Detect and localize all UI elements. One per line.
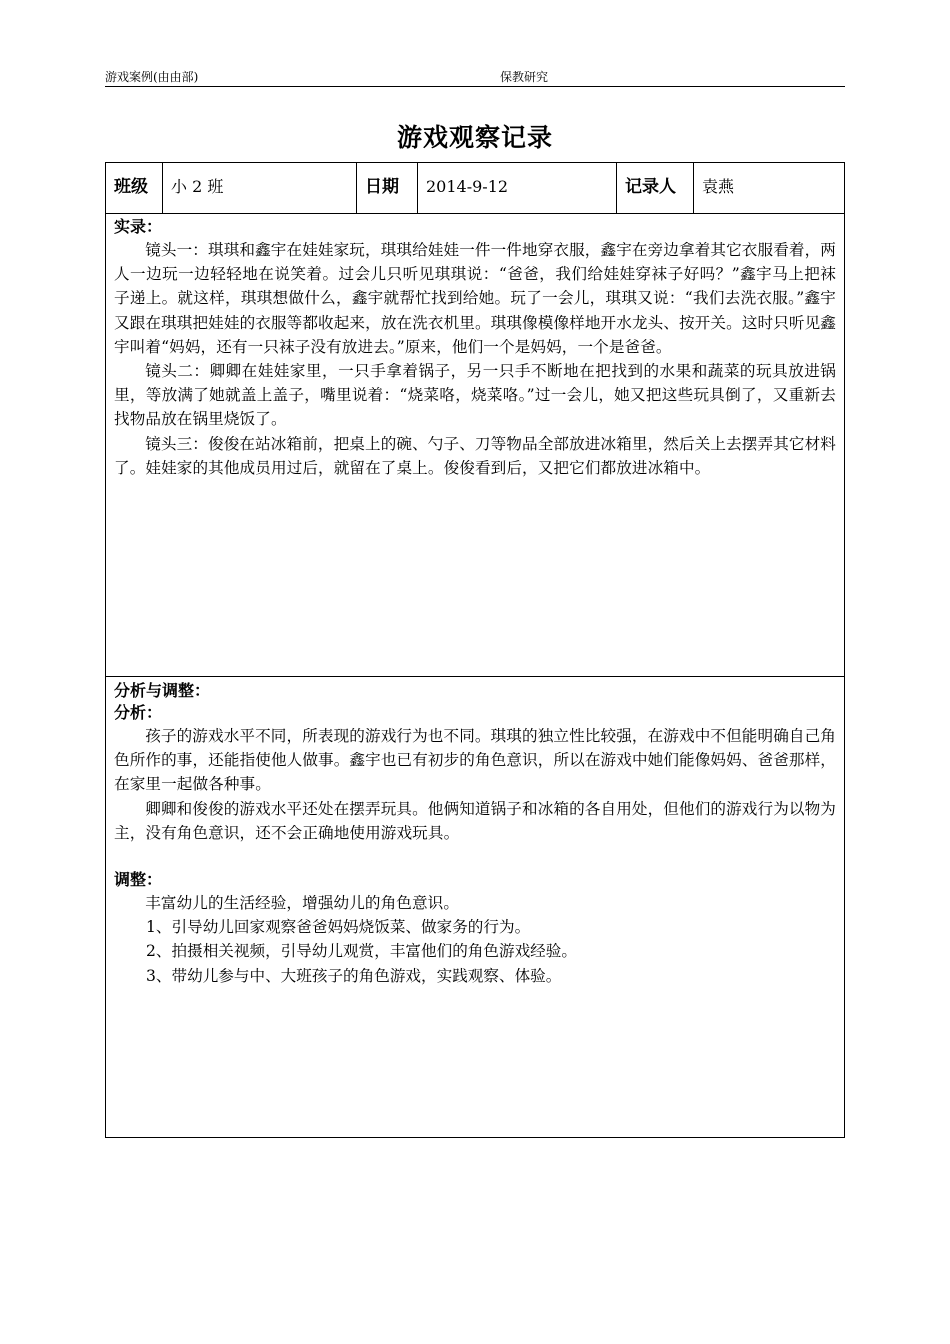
- record-paragraph: 镜头一：琪琪和鑫宇在娃娃家玩，琪琪给娃娃一件一件地穿衣服，鑫宇在旁边拿着其它衣服看着，两人一边玩一边轻轻地在说笑着。过会儿只听见琪琪说：“爸爸，我们给娃娃穿袜子好吗？”鑫宇马上把袜子递上。就这样，琪琪想做什么，鑫宇就帮忙找到给她。玩了一会儿，琪琪又说：“我们去洗衣服。”鑫宇又跟在琪琪把娃娃的衣服等都收起来，放在洗衣机里。琪琪像模像样地开水龙头、按开关。这时只听见鑫宇叫着“妈妈，还有一只袜子没有放进去。”原来，他们一个是妈妈，一个是爸爸。: [114, 241, 836, 356]
- class-value: 小 2 班: [163, 163, 357, 213]
- adjust-item: 2、拍摄相关视频，引导幼儿观赏，丰富他们的角色游戏经验。: [146, 942, 577, 961]
- recorder-value: 袁燕: [702, 177, 735, 196]
- record-paragraph: 镜头二：卿卿在娃娃家里，一只手拿着锅子，另一只手不断地在把找到的水果和蔬菜的玩具放进锅里，等放满了她就盖上盖子，嘴里说着：“烧菜咯，烧菜咯。”过一会儿，她又把这些玩具倒了，又重新去找物品放在锅里烧饭了。: [114, 362, 836, 429]
- adjust-intro: 丰富幼儿的生活经验，增强幼儿的角色意识。: [145, 894, 460, 913]
- date-value: 2014-9-12: [418, 163, 617, 213]
- record-paragraph: 镜头三：俊俊在站冰箱前，把桌上的碗、勺子、刀等物品全部放进冰箱里，然后关上去摆弄其它材料了。娃娃家的其他成员用过后，就留在了桌上。俊俊看到后，又把它们都放进冰箱中。: [114, 434, 836, 477]
- date-label: 日期: [357, 163, 418, 213]
- analysis-paragraph: 孩子的游戏水平不同，所表现的游戏行为也不同。琪琪的独立性比较强，在游戏中不但能明确自己角色所作的事，还能指使他人做事。鑫宇也已有初步的角色意识，所以在游戏中她们能像妈妈、爸爸那样，在家里一起做各种事。: [114, 727, 836, 794]
- analysis-paragraph: 卿卿和俊俊的游戏水平还处在摆弄玩具。他俩知道锅子和冰箱的各自用处，但他们的游戏行为以物为主，没有角色意识，还不会正确地使用游戏玩具。: [114, 799, 836, 842]
- adjust-item: 3、带幼儿参与中、大班孩子的角色游戏，实践观察、体验。: [146, 966, 562, 985]
- analysis-subheading: 分析：: [114, 703, 163, 722]
- record-heading: 实录：: [114, 217, 163, 236]
- info-row: [106, 163, 844, 214]
- recorder-label: 记录人: [617, 163, 694, 213]
- document-title: 游戏观察记录: [396, 123, 553, 152]
- spacer: [114, 845, 836, 869]
- page-header: [105, 66, 845, 87]
- adjust-heading: 调整：: [114, 870, 163, 890]
- record-section: [106, 214, 844, 677]
- observation-table: [105, 162, 845, 1138]
- class-label: 班级: [106, 163, 163, 213]
- header-center-text: 保教研究: [500, 70, 549, 84]
- analysis-heading: 分析与调整：: [114, 681, 211, 700]
- adjust-item: 1、引导幼儿回家观察爸爸妈妈烧饭菜、做家务的行为。: [146, 918, 531, 937]
- analysis-section: [106, 678, 844, 1137]
- header-left-text: 游戏案例(由由部): [105, 70, 199, 84]
